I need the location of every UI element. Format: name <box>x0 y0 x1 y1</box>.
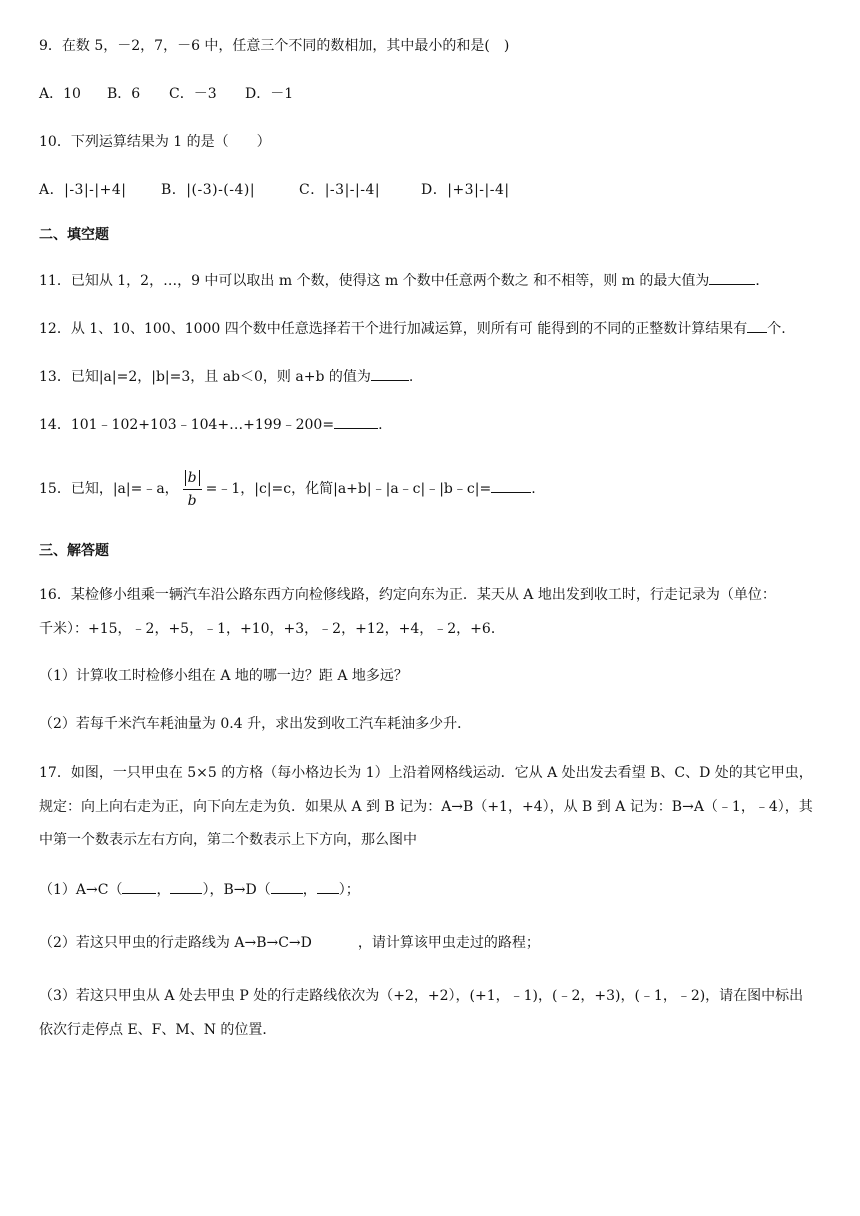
part-1-text-a: （1）A→C（ <box>39 882 123 898</box>
question-12-text: 12．从 1、10、100、1000 四个数中任意选择若干个进行加减运算，则所有可 能得到的不同的正整数计算结果有 <box>39 321 748 337</box>
option-c: C．－3 <box>169 86 217 102</box>
question-11-tail: ． <box>755 273 770 289</box>
question-11 <box>39 270 769 291</box>
question-13-tail: . <box>408 369 414 385</box>
fraction-numerator: b <box>185 470 200 486</box>
option-a: A．|-3|-|+4| <box>39 182 127 198</box>
question-16-line-2: 千米）：+15，﹣2，+5，﹣1，+10，+3，﹣2，+12，+4，﹣2，+6． <box>39 621 505 637</box>
option-a: A．10 <box>39 86 81 102</box>
section-heading-solutions: 三、解答题 <box>39 543 109 559</box>
question-12 <box>39 318 786 339</box>
answer-blank-bd-x[interactable] <box>271 879 303 894</box>
option-b: B．|(-3)-(-4)| <box>161 182 256 198</box>
fraction-denominator: b <box>187 492 197 509</box>
part-2-text-a: （2）若这只甲虫的行走路线为 A→B→C→D <box>39 935 312 951</box>
section-heading-fill-in: 二、填空题 <box>39 227 109 243</box>
answer-blank[interactable] <box>371 366 409 381</box>
question-10 <box>39 132 271 152</box>
part-1-text-d: ， <box>302 882 317 898</box>
question-16-part-2: （2）若每千米汽车耗油量为 0.4 升，求出发到收工汽车耗油多少升． <box>39 716 472 732</box>
answer-blank[interactable] <box>334 414 378 429</box>
answer-blank[interactable] <box>709 270 755 285</box>
part-1-text-e: ）； <box>338 882 360 898</box>
question-16-part-1: （1）计算收工时检修小组在 A 地的哪一边？距 A 地多远？ <box>39 668 408 684</box>
question-11-text: 11．已知从 1，2，…，9 中可以取出 m 个数，使得这 m 个数中任意两个数之 和不相等，则 m 的最大值为 <box>39 273 710 289</box>
question-10-options <box>39 180 510 200</box>
question-13-text: 13．已知|a|=2，|b|=3，且 ab＜0，则 a+b 的值为 <box>39 369 371 385</box>
question-10-text: 10．下列运算结果为 1 的是（ ） <box>39 134 271 150</box>
option-c: C．|-3|-|-4| <box>299 182 381 198</box>
question-9-options <box>39 84 293 104</box>
question-16-line-1: 16．某检修小组乘一辆汽车沿公路东西方向检修线路，约定向东为正．某天从 A 地出发到收工时，行走记录为（单位： <box>39 587 776 603</box>
option-d: D．－1 <box>245 86 294 102</box>
part-2-text-b: ，请计算该甲虫走过的路程； <box>357 935 540 951</box>
question-17-line-3: 中第一个数表示左右方向，第二个数表示上下方向，那么图中 <box>39 832 417 848</box>
answer-blank[interactable] <box>491 478 531 493</box>
question-15-tail: . <box>531 481 536 497</box>
option-b: B．6 <box>107 86 141 102</box>
answer-blank-ac-x[interactable] <box>122 879 156 894</box>
question-15-suffix: =﹣1，|c|=c，化简|a+b|﹣|a﹣c|﹣|b﹣c|= <box>205 481 492 497</box>
question-17-line-2: 规定：向上向右走为正，向下向左走为负．如果从 A 到 B 记为：A→B（+1，+4），从 B 到 A 记为：B→A（﹣1，﹣4），其 <box>39 799 813 815</box>
question-14-text: 14．101﹣102+103﹣104+…+199﹣200= <box>39 417 335 433</box>
question-17-part-1 <box>39 879 360 900</box>
answer-blank[interactable] <box>747 318 767 333</box>
question-14-tail: . <box>378 417 383 433</box>
part-1-text-b: ， <box>156 882 171 898</box>
answer-blank-bd-y[interactable] <box>317 879 339 894</box>
question-17-part-3-line-2: 依次行走停点 E、F、M、N 的位置． <box>39 1022 277 1038</box>
question-15 <box>39 464 536 514</box>
question-14 <box>39 414 383 435</box>
question-17-part-2 <box>39 933 540 953</box>
answer-blank-ac-y[interactable] <box>170 879 202 894</box>
option-d: D．|+3|-|-4| <box>421 182 510 198</box>
question-12-tail: 个. <box>767 321 786 337</box>
question-17-line-1: 17．如图，一只甲虫在 5×5 的方格（每小格边长为 1）上沿着网格线运动．它从 A 处出发去看望 B、C、D 处的其它甲虫， <box>39 765 813 781</box>
question-13 <box>39 366 413 387</box>
fraction-abs-b-over-b <box>183 467 202 512</box>
question-17-part-3-line-1: （3）若这只甲虫从 A 处去甲虫 P 处的行走路线依次为（+2，+2），(+1，﹣1)，(﹣2，+3)，(﹣1，﹣2)，请在图中标出 <box>39 988 804 1004</box>
question-9-text: 9．在数 5，－2，7，－6 中，任意三个不同的数相加，其中最小的和是( ) <box>39 38 510 54</box>
question-9 <box>39 36 509 56</box>
question-15-prefix: 15．已知，|a|=﹣a， <box>39 481 179 497</box>
part-1-text-c: ），B→D（ <box>202 882 271 898</box>
